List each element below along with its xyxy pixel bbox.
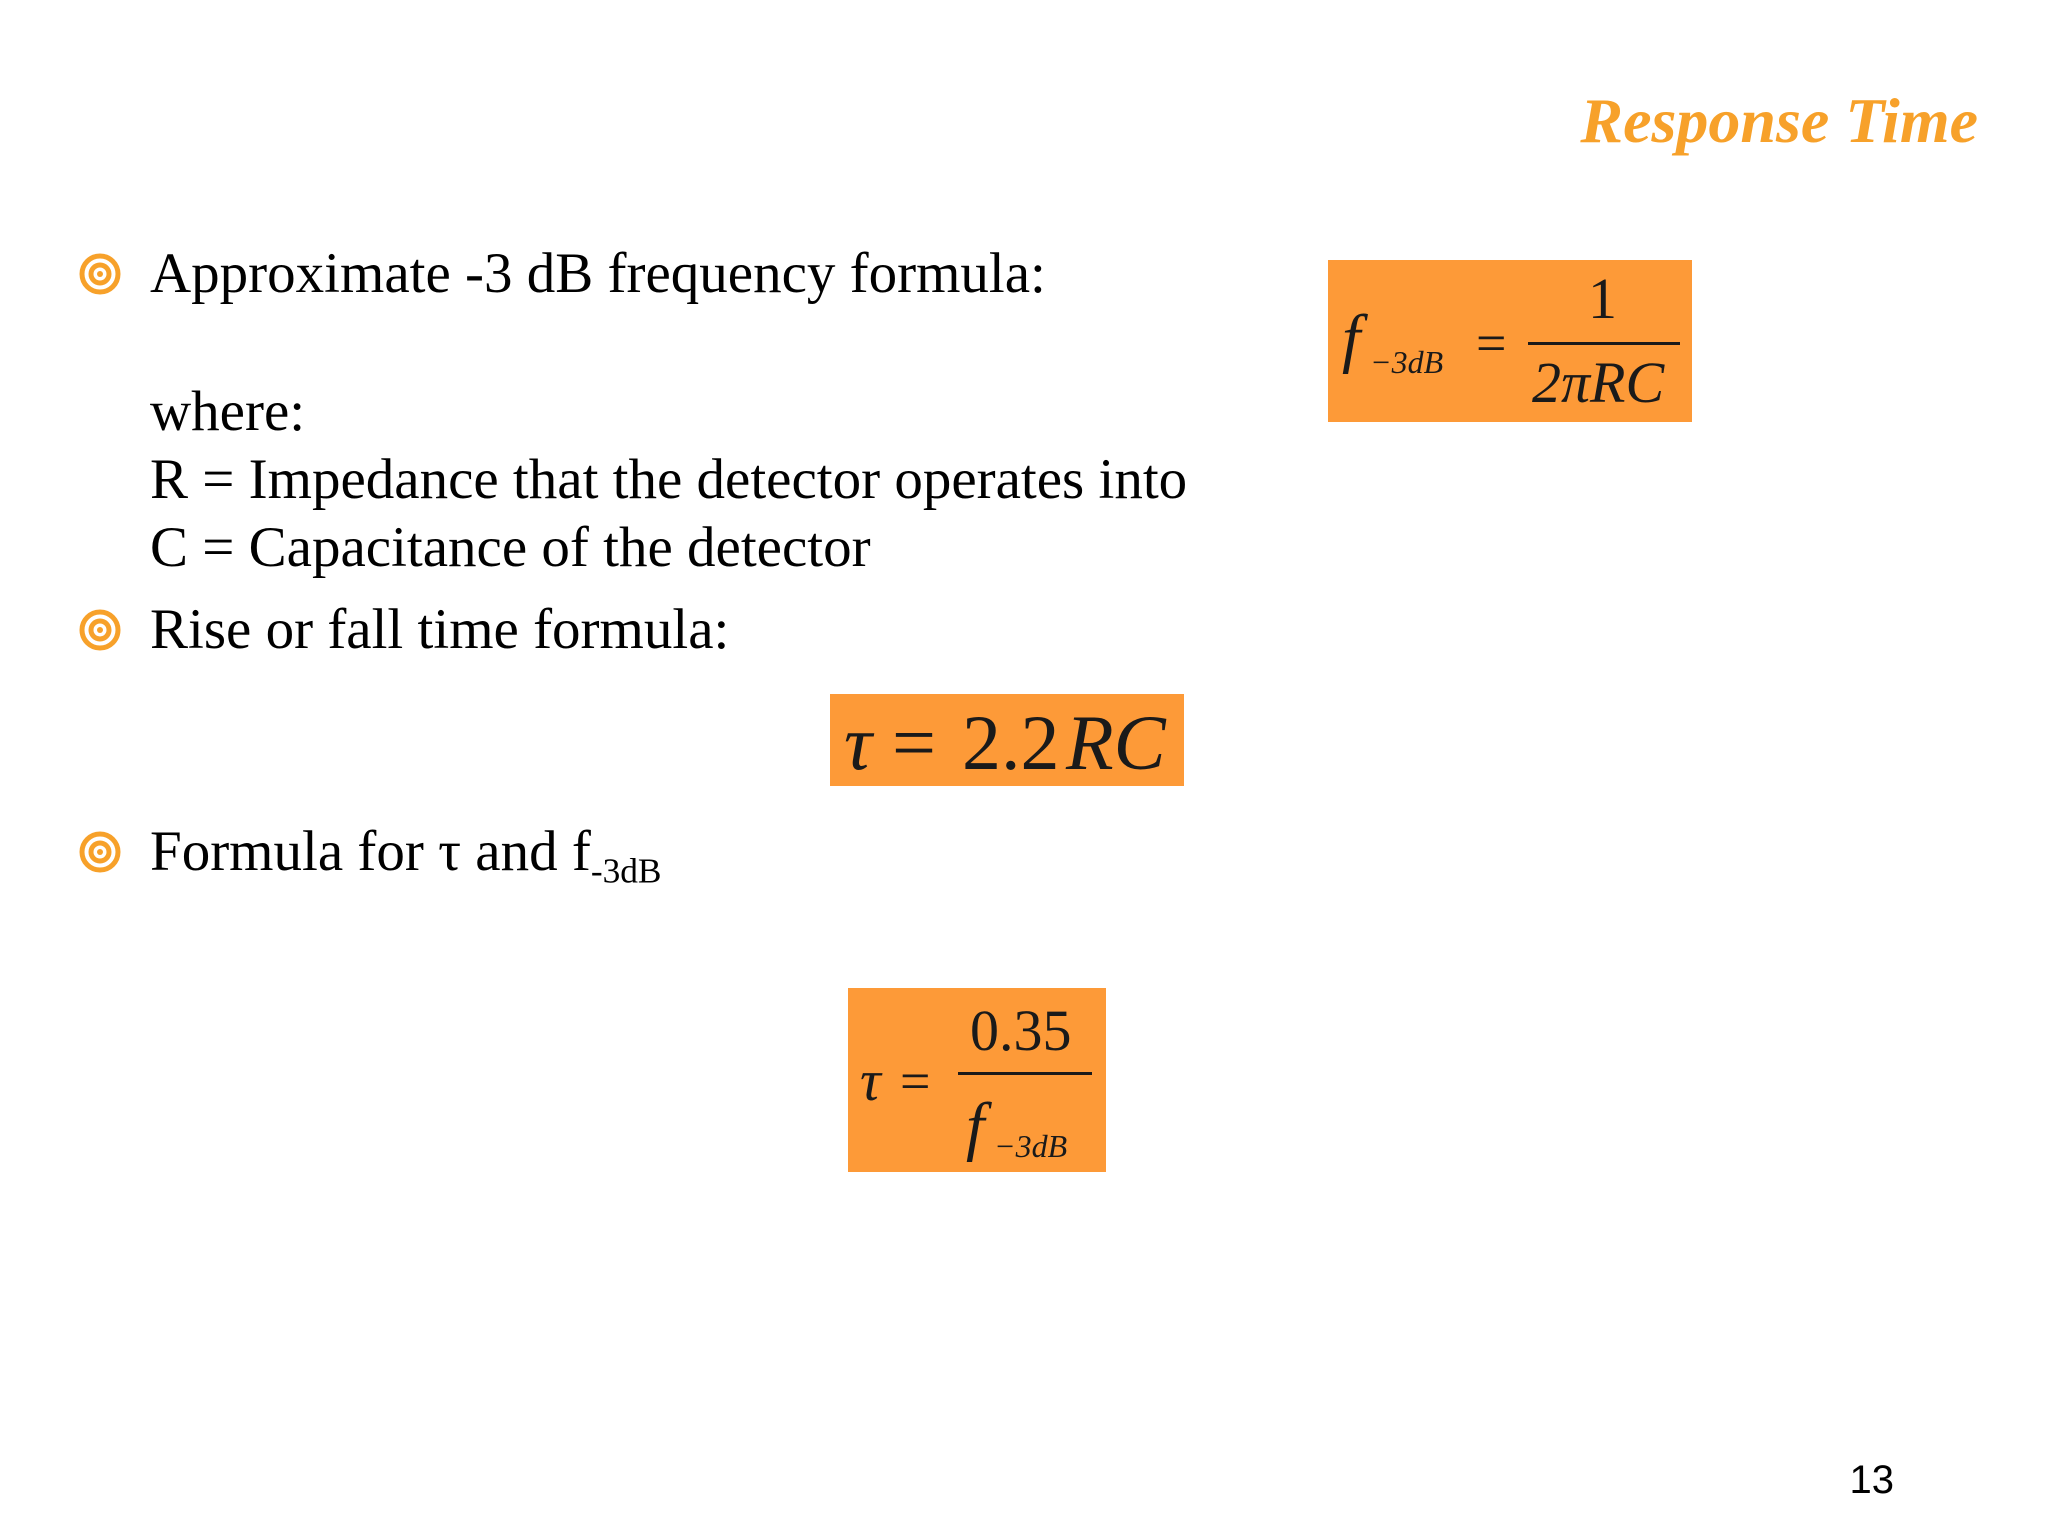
- formula-f3db-fraction-bar: [1528, 342, 1680, 345]
- definition-r: R = Impedance that the detector operates into: [150, 448, 1188, 511]
- formula-f3db-box: [1328, 260, 1692, 422]
- formula-rise-time-box: [830, 694, 1184, 786]
- target-bullet-icon: [78, 830, 122, 874]
- page-number: 13: [1849, 1458, 1894, 1502]
- bullet-text-tau-f3db: [150, 818, 662, 891]
- formula-tau-f3db-denominator-subscript: −3dB: [994, 1128, 1068, 1164]
- where-heading: where:: [150, 380, 306, 443]
- bullet-text-frequency: Approximate -3 dB frequency formula:: [150, 242, 1046, 305]
- bullet-text-rise-time: Rise or fall time formula:: [150, 598, 730, 661]
- formula-f3db-lhs-subscript: −3dB: [1370, 344, 1444, 380]
- target-bullet-icon: [78, 608, 122, 652]
- formula-f3db-denominator: 2πRC: [1532, 350, 1665, 415]
- formula-rise-time-vars: RC: [1066, 699, 1166, 786]
- bullet-text-tau-f3db-main: Formula for τ and f: [150, 820, 591, 883]
- formula-f3db-numerator: 1: [1588, 266, 1617, 331]
- formula-rise-time-coefficient: 2.2: [962, 699, 1060, 786]
- bullet-text-tau-f3db-subscript: -3dB: [590, 851, 662, 891]
- formula-tau-f3db-lhs: τ: [860, 1048, 881, 1113]
- formula-rise-time-equals: =: [892, 699, 936, 786]
- formula-f3db-lhs-symbol: f: [1342, 302, 1361, 375]
- formula-tau-f3db-equals: =: [900, 1051, 931, 1111]
- target-bullet-icon: [78, 252, 122, 296]
- definition-c: C = Capacitance of the detector: [150, 516, 871, 579]
- formula-tau-f3db-box: [848, 988, 1106, 1172]
- formula-rise-time-lhs: τ: [844, 699, 872, 786]
- formula-tau-f3db-fraction-bar: [958, 1072, 1092, 1075]
- slide-title: Response Time: [1580, 85, 1978, 156]
- formula-f3db-equals: =: [1476, 313, 1507, 373]
- formula-tau-f3db-numerator: 0.35: [970, 998, 1072, 1063]
- formula-tau-f3db-denominator-symbol: f: [966, 1090, 985, 1163]
